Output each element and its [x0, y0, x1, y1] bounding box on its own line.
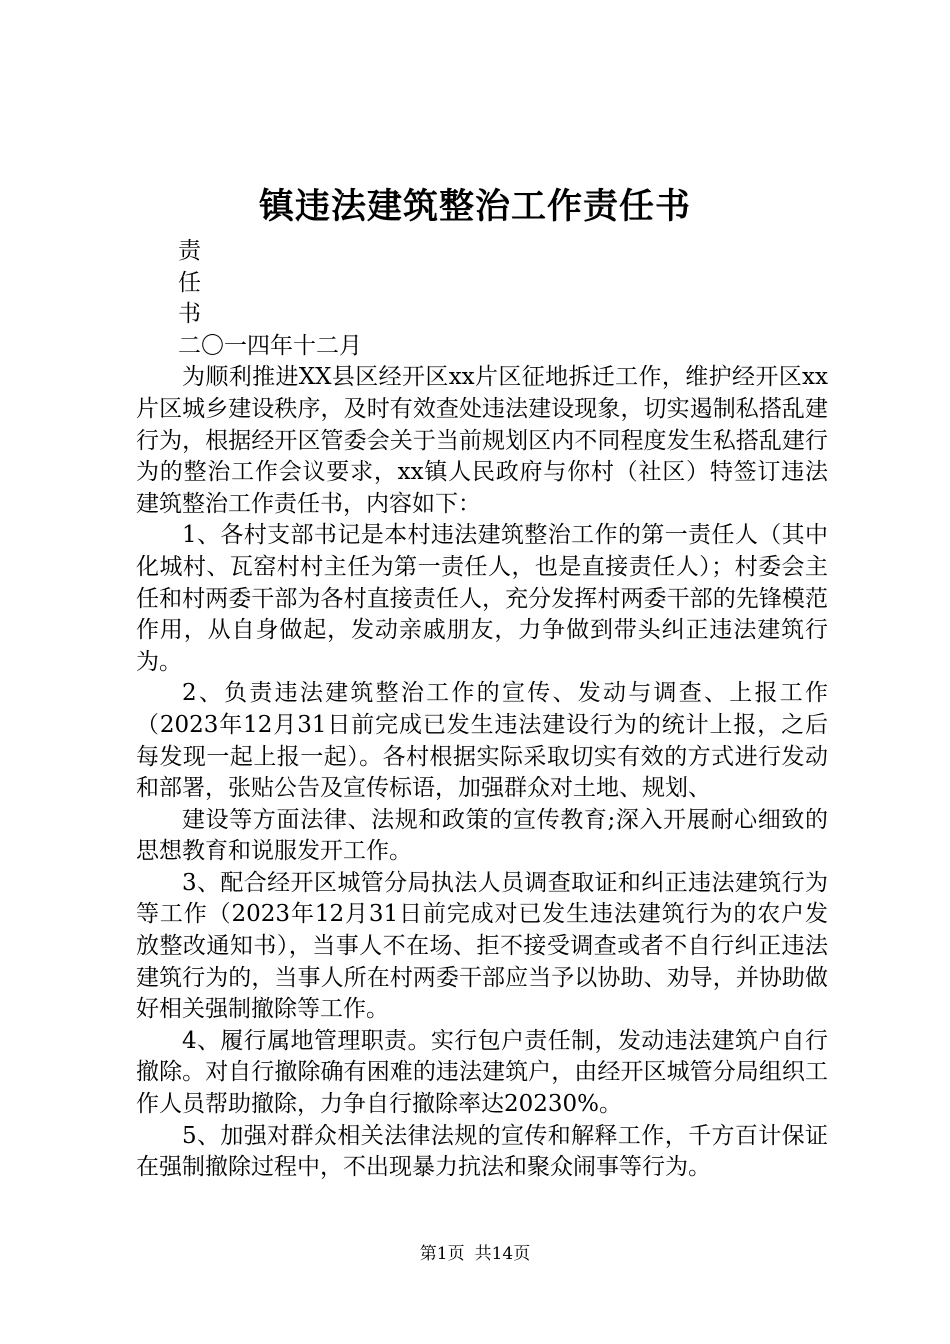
vertical-char-2: 任: [178, 269, 201, 296]
paragraph-item-3: 3、配合经开区城管分局执法人员调查取证和纠正违法建筑行为等工作（2023年12月31日前完成对已发生违法建筑行为的农户发放整改通知书），当事人不在场、拒不接受调查或者不自行纠正违法建筑行为的，当事人所在村两委干部应当予以协助、劝导，并协助做好相关强制撤除等工作。: [136, 869, 828, 1023]
page-total: 共14页: [474, 1244, 531, 1264]
document-date: 二〇一四年十二月: [178, 332, 362, 359]
paragraph-item-1: 1、各村支部书记是本村违法建筑整治工作的第一责任人（其中化城村、瓦窑村村主任为第一责任人，也是直接责任人）；村委会主任和村两委干部为各村直接责任人，充分发挥村两委干部的先锋模范作用，从自身做起，发动亲戚朋友，力争做到带头纠正违法建筑行为。: [136, 522, 828, 675]
page-number: 第1页: [419, 1244, 465, 1264]
document-title: 镇违法建筑整治工作责任书: [258, 186, 691, 227]
paragraph-item-5: 5、加强对群众相关法律法规的宣传和解释工作，千方百计保证在强制撤除过程中，不出现暴力抗法和聚众闹事等行为。: [136, 1122, 828, 1181]
vertical-char-1: 责: [178, 238, 201, 264]
paragraph-intro: 为顺利推进XX县区经开区xx片区征地拆迁工作，维护经开区xx片区城乡建设秩序，及时有效查处违法建设现象，切实遏制私搭乱建行为，根据经开区管委会关于当前规划区内不同程度发生私搭乱建行为的整治工作会议要求，xx镇人民政府与你村（社区）特签订违法建筑整治工作责任书，内容如下：: [136, 364, 828, 517]
paragraph-item-2: 2、负责违法建筑整治工作的宣传、发动与调查、上报工作（2023年12月31日前完成已发生违法建设行为的统计上报，之后每发现一起上报一起）。各村根据实际采取切实有效的方式进行发动和部署，张贴公告及宣传标语，加强群众对土地、规划、: [136, 680, 828, 802]
document-body: [136, 236, 828, 1184]
page-footer: [0, 1242, 950, 1266]
paragraph-item-2-continued: 建设等方面法律、法规和政策的宣传教育;深入开展耐心细致的思想教育和说服发开工作。: [136, 806, 828, 865]
vertical-char-3: 书: [178, 301, 201, 328]
paragraph-item-4: 4、履行属地管理职责。实行包户责任制，发动违法建筑户自行撤除。对自行撤除确有困难的违法建筑户，由经开区城管分局组织工作人员帮助撤除，力争自行撤除率达20230%。: [136, 1027, 828, 1118]
